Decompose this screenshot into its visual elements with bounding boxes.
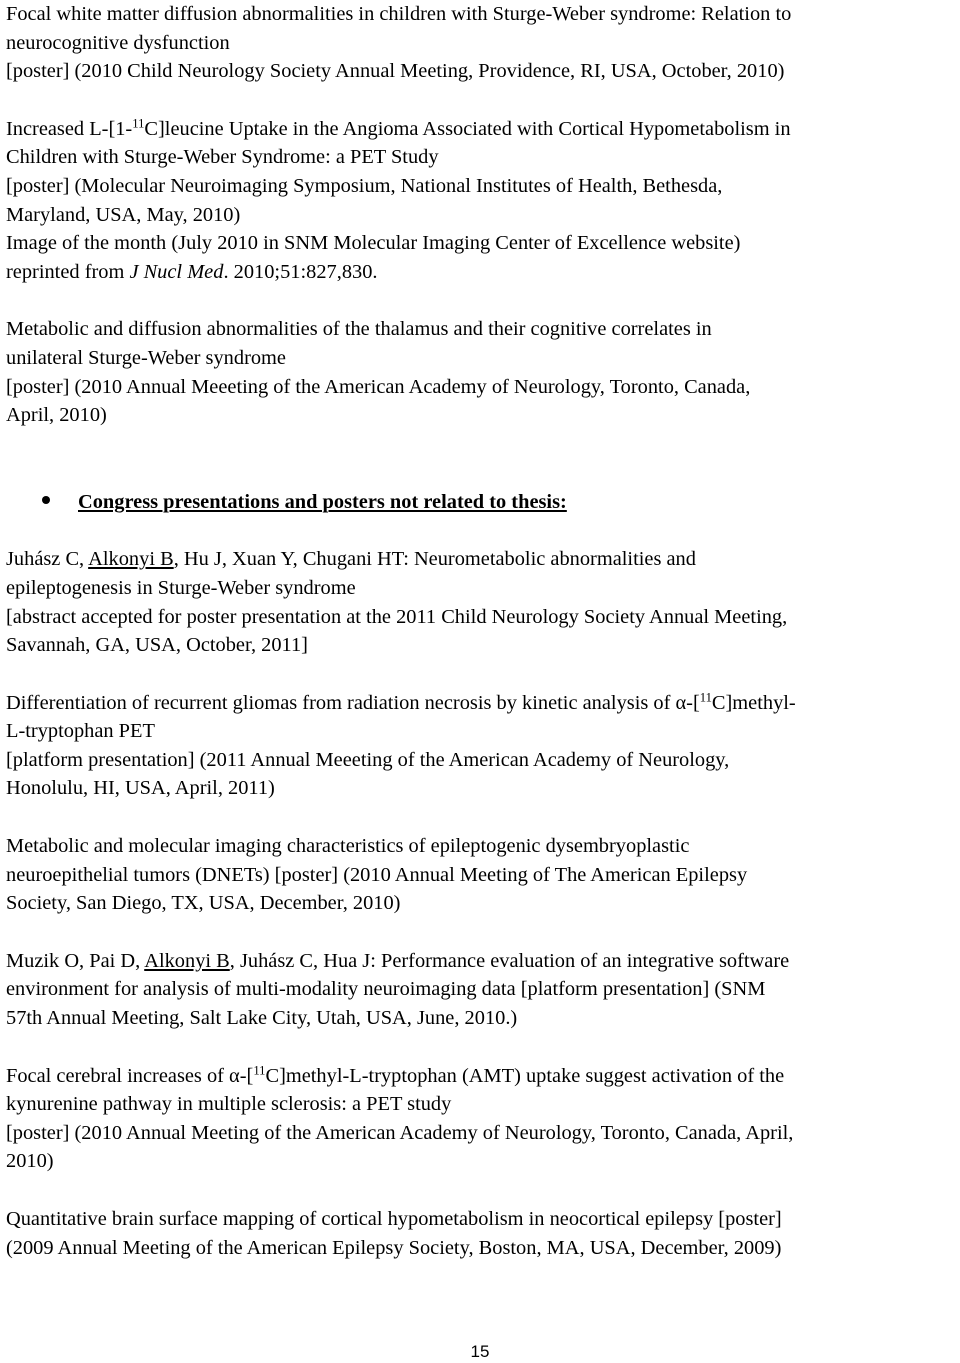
entry-line: [poster] (2010 Annual Meeeting of the American Academy of Neurology, Toronto, Canada, [6, 375, 751, 398]
entry-gliomas [6, 689, 956, 803]
entry-dnet [6, 832, 956, 918]
entry-line: Honolulu, HI, USA, April, 2011) [6, 777, 275, 800]
entry-leucine-uptake [6, 115, 956, 287]
entry-neurometabolic [6, 545, 956, 659]
entry-line: environment for analysis of multi-modality neuroimaging data [platform presentation] (SNM [6, 978, 766, 1001]
page-number: 15 [470, 1342, 490, 1361]
entry-line: neuroepithelial tumors (DNETs) [poster] (2010 Annual Meeting of The American Epilepsy [6, 863, 748, 886]
text-run: Juhász C, [6, 548, 89, 571]
text-run: Muzik O, Pai D, [6, 949, 145, 972]
entry-line: neurocognitive dysfunction [6, 31, 230, 54]
bullet-icon [42, 496, 50, 504]
text-run: C]methyl- [711, 691, 796, 714]
entry-line: [poster] (2010 Annual Meeting of the American Academy of Neurology, Toronto, Canada, April, [6, 1121, 794, 1144]
entry-line: April, 2010) [6, 404, 107, 427]
superscript: 11 [253, 1063, 266, 1078]
entry-surface-mapping [6, 1205, 956, 1262]
entry-line: [poster] (2010 Child Neurology Society Annual Meeting, Providence, RI, USA, October, 2010) [6, 60, 785, 83]
entry-line: Metabolic and diffusion abnormalities of the thalamus and their cognitive correlates in [6, 318, 712, 341]
entry-line: Children with Sturge-Weber Syndrome: a PET Study [6, 146, 439, 169]
entry-line: 2010) [6, 1150, 54, 1173]
text-run: , Juhász C, Hua J: Performance evaluation of an integrative software [229, 949, 790, 972]
text-run: Increased L-[1- [6, 117, 133, 140]
entry-focal-white-matter [6, 0, 956, 86]
text-run: C]leucine Uptake in the Angioma Associated with Cortical Hypometabolism in [144, 117, 791, 140]
text-run: , Hu J, Xuan Y, Chugani HT: Neurometabolic abnormalities and [173, 548, 696, 571]
entry-line: kynurenine pathway in multiple sclerosis: a PET study [6, 1093, 452, 1116]
entry-line: Society, San Diego, TX, USA, December, 2010) [6, 892, 401, 915]
entry-line [6, 1062, 956, 1091]
entry-line: [abstract accepted for poster presentation at the 2011 Child Neurology Society Annual Meeting, [6, 605, 788, 628]
entry-line: (2009 Annual Meeting of the American Epilepsy Society, Boston, MA, USA, December, 2009) [6, 1236, 782, 1259]
entry-line: [platform presentation] (2011 Annual Meeeting of the American Academy of Neurology, [6, 748, 730, 771]
section-heading-text: Congress presentations and posters not related to thesis: [78, 490, 567, 513]
entry-line: Savannah, GA, USA, October, 2011] [6, 634, 308, 657]
document-page [6, 0, 956, 1262]
journal-name: J Nucl Med [129, 260, 224, 283]
text-run: C]methyl-L-tryptophan (AMT) uptake suggest activation of the [265, 1064, 785, 1087]
entry-line: Maryland, USA, May, 2010) [6, 203, 241, 226]
entry-line: Quantitative brain surface mapping of cortical hypometabolism in neocortical epilepsy [poster] [6, 1208, 782, 1230]
entry-line: [poster] (Molecular Neuroimaging Symposium, National Institutes of Health, Bethesda, [6, 174, 723, 197]
entry-line [6, 689, 956, 718]
section-heading [6, 488, 956, 517]
entry-line: Image of the month (July 2010 in SNM Molecular Imaging Center of Excellence website) [6, 232, 741, 255]
author-highlight: Alkonyi B [144, 949, 230, 972]
entry-line [6, 115, 956, 144]
author-highlight: Alkonyi B [88, 548, 174, 571]
entry-thalamus [6, 315, 956, 429]
superscript: 11 [699, 690, 712, 705]
entry-amt-uptake [6, 1062, 956, 1176]
entry-performance-evaluation [6, 947, 956, 1033]
entry-line [6, 947, 956, 976]
entry-line [6, 545, 956, 574]
entry-line: Focal white matter diffusion abnormalities in children with Sturge-Weber syndrome: Relation to [6, 3, 792, 25]
text-run: . 2010;51:827,830. [223, 260, 378, 283]
entry-line: epileptogenesis in Sturge-Weber syndrome [6, 576, 356, 599]
entry-line: 57th Annual Meeting, Salt Lake City, Utah, USA, June, 2010.) [6, 1007, 518, 1030]
entry-line: Metabolic and molecular imaging characteristics of epileptogenic dysembryoplastic [6, 835, 690, 858]
superscript: 11 [132, 116, 145, 131]
entry-line [6, 258, 956, 287]
entry-line: L-tryptophan PET [6, 720, 155, 743]
text-run: Differentiation of recurrent gliomas from radiation necrosis by kinetic analysis of α-[ [6, 691, 700, 714]
text-run: Focal cerebral increases of α-[ [6, 1064, 254, 1087]
entry-line: unilateral Sturge-Weber syndrome [6, 346, 286, 369]
text-run: reprinted from [6, 260, 130, 283]
